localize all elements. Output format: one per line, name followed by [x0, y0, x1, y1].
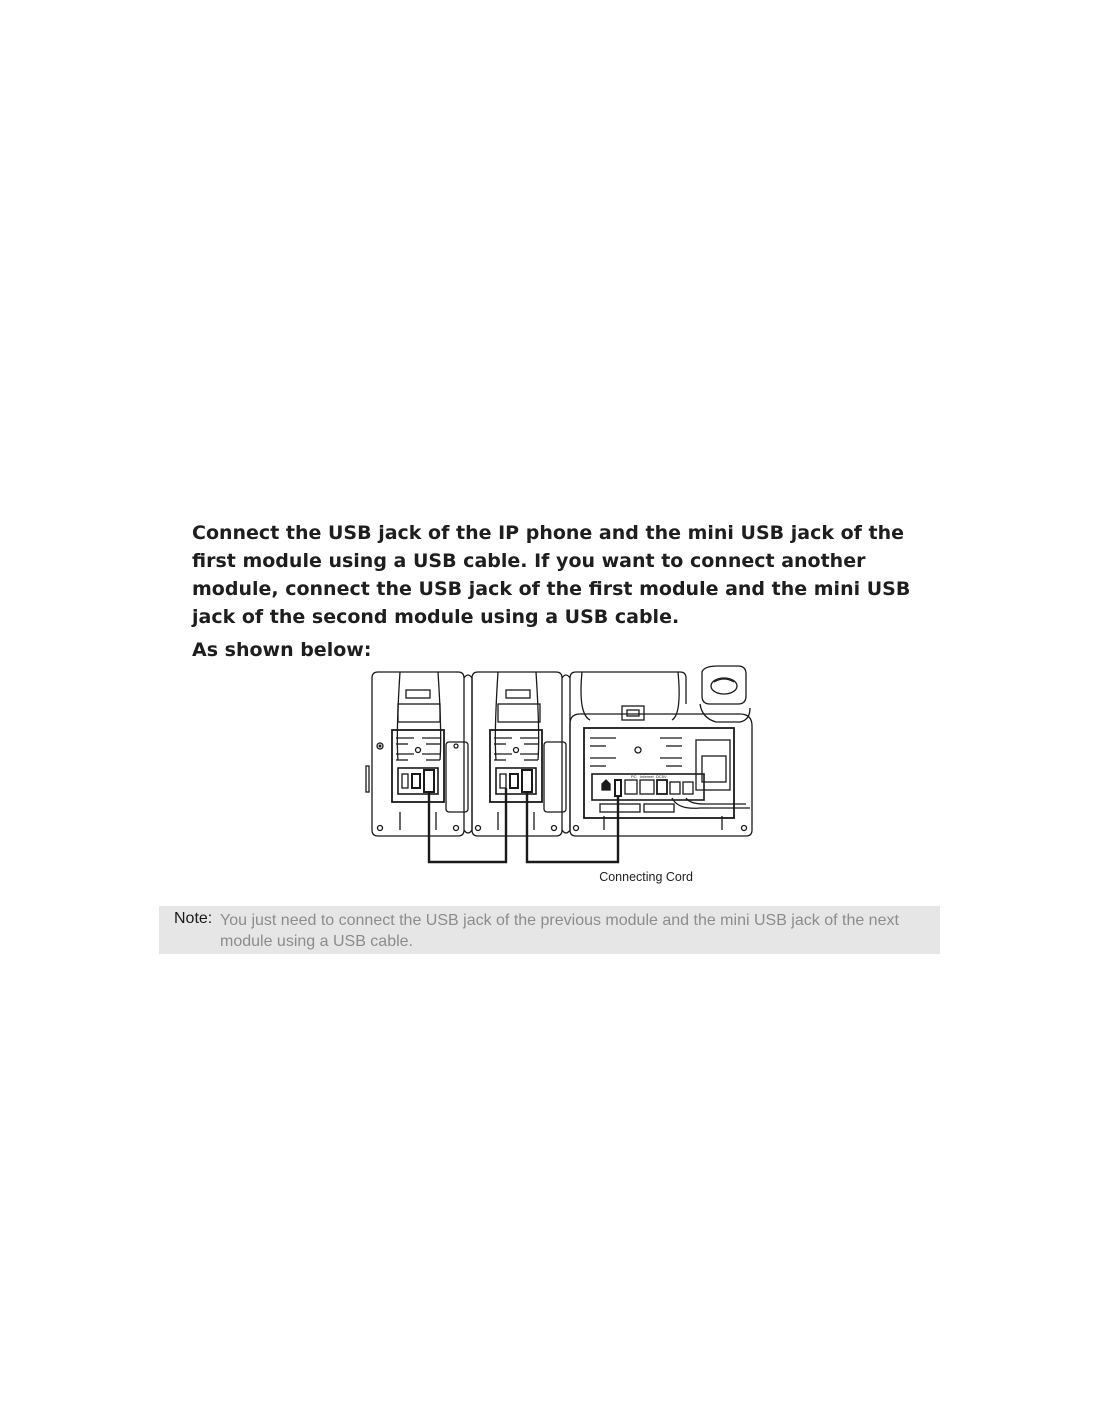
lead-in-text: As shown below:	[192, 639, 372, 661]
connecting-cord-lines	[429, 788, 618, 862]
note-text: You just need to connect the USB jack of the previous module and the mini USB jack of the next module using a USB cable.	[220, 912, 899, 950]
note-box	[159, 906, 940, 954]
port-label-pc: PC	[631, 774, 637, 779]
connection-diagram-svg	[360, 664, 760, 874]
port-label-internet: Internet	[640, 774, 654, 779]
note-label: Note:	[174, 910, 213, 927]
connection-diagram	[360, 664, 760, 894]
ip-phone	[570, 666, 752, 836]
figure-caption: Connecting Cord	[599, 870, 693, 884]
port-label-dc5v: DC5V	[656, 774, 667, 779]
instruction-text: Connect the USB jack of the IP phone and the mini USB jack of the first module using a USB cable. If you want to connect another module, connect the USB jack of the first module and the mini USB jack of the second module using a USB cable.	[192, 522, 911, 628]
